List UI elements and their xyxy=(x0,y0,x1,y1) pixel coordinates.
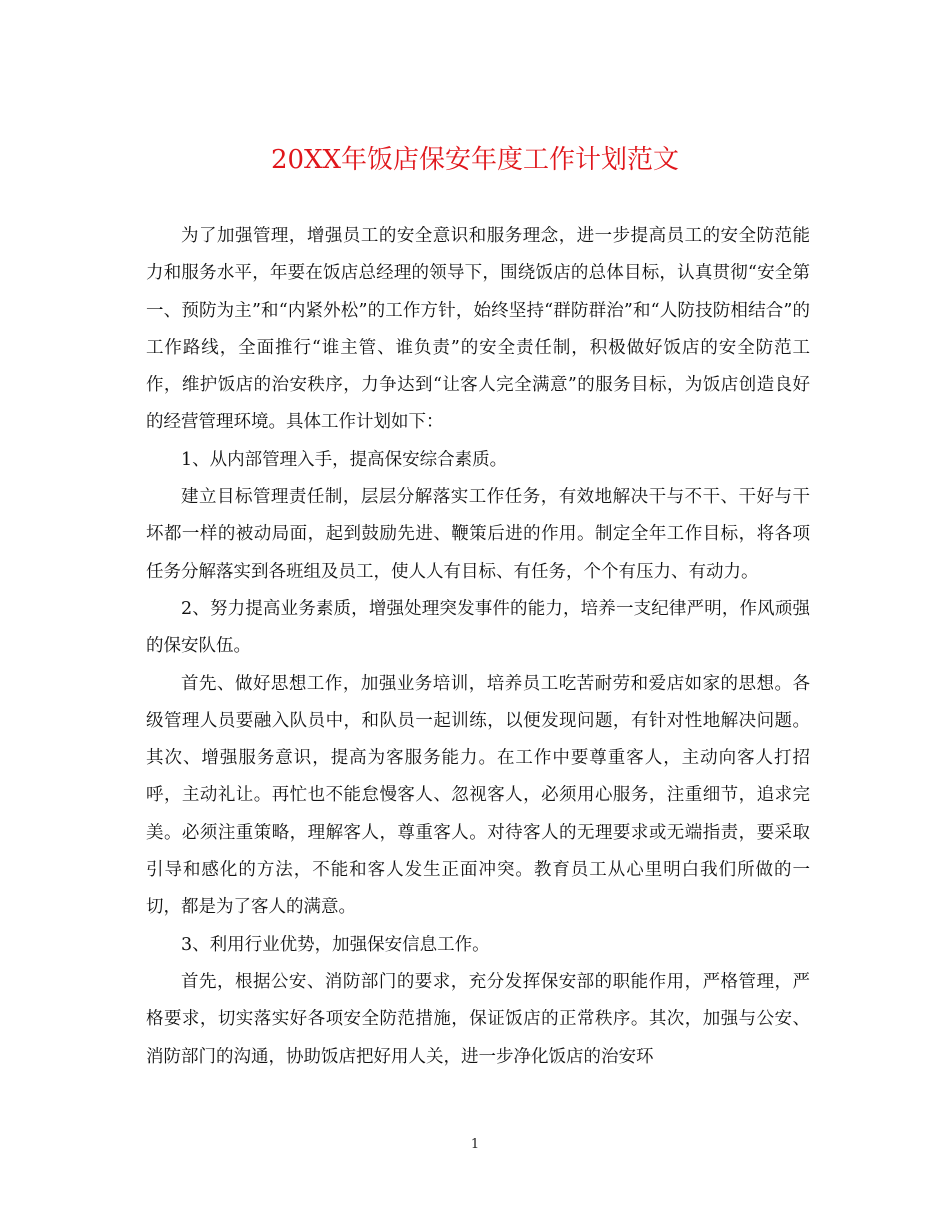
section-paragraph-1: 建立目标管理责任制，层层分解落实工作任务，有效地解决干与不干、干好与干坏都一样的被动局面，起到鼓励先进、鞭策后进的作用。制定全年工作目标，将各项任务分解落实到各班组及员工，使人人有目标、有任务，个个有压力、有动力。 xyxy=(146,487,810,582)
document-body xyxy=(146,218,810,1076)
section-paragraph-3: 首先，根据公安、消防部门的要求，充分发挥保安部的职能作用，严格管理，严格要求，切实落实好各项安全防范措施，保证饭店的正常秩序。其次，加强与公安、消防部门的沟通，协助饭店把好用人关，进一步净化饭店的治安环 xyxy=(146,971,810,1067)
section-heading-3: 3、利用行业优势，加强保安信息工作。 xyxy=(181,934,490,955)
section-heading-2: 2、努力提高业务素质，增强处理突发事件的能力，培养一支纪律严明，作风顽强的保安队伍。 xyxy=(146,598,810,657)
intro-paragraph: 为了加强管理，增强员工的安全意识和服务理念，进一步提高员工的安全防范能力和服务水平，年要在饭店总经理的领导下，围绕饭店的总体目标，认真贯彻“安全第一、预防为主”和“内紧外松”的工作方针，始终坚持“群防群治”和“人防技防相结合”的工作路线，全面推行“谁主管、谁负责”的安全责任制，积极做好饭店的安全防范工作，维护饭店的治安秩序，力争达到“让客人完全满意”的服务目标，为饭店创造良好的经营管理环境。具体工作计划如下： xyxy=(146,226,810,433)
section-heading-1: 1、从内部管理入手，提高保安综合素质。 xyxy=(181,449,508,470)
page-number: 1 xyxy=(470,1137,480,1152)
document-title: 20XX年饭店保安年度工作计划范文 xyxy=(270,145,680,175)
section-paragraph-2: 首先、做好思想工作，加强业务培训，培养员工吃苦耐劳和爱店如家的思想。各级管理人员要融入队员中，和队员一起训练，以便发现问题，有针对性地解决问题。其次、增强服务意识，提高为客服务能力。在工作中要尊重客人，主动向客人打招呼，主动礼让。再忙也不能怠慢客人、忽视客人，必须用心服务，注重细节，追求完美。必须注重策略，理解客人，尊重客人。对待客人的无理要求或无端指责，要采取引导和感化的方法，不能和客人发生正面冲突。教育员工从心里明白我们所做的一切，都是为了客人的满意。 xyxy=(146,673,810,918)
